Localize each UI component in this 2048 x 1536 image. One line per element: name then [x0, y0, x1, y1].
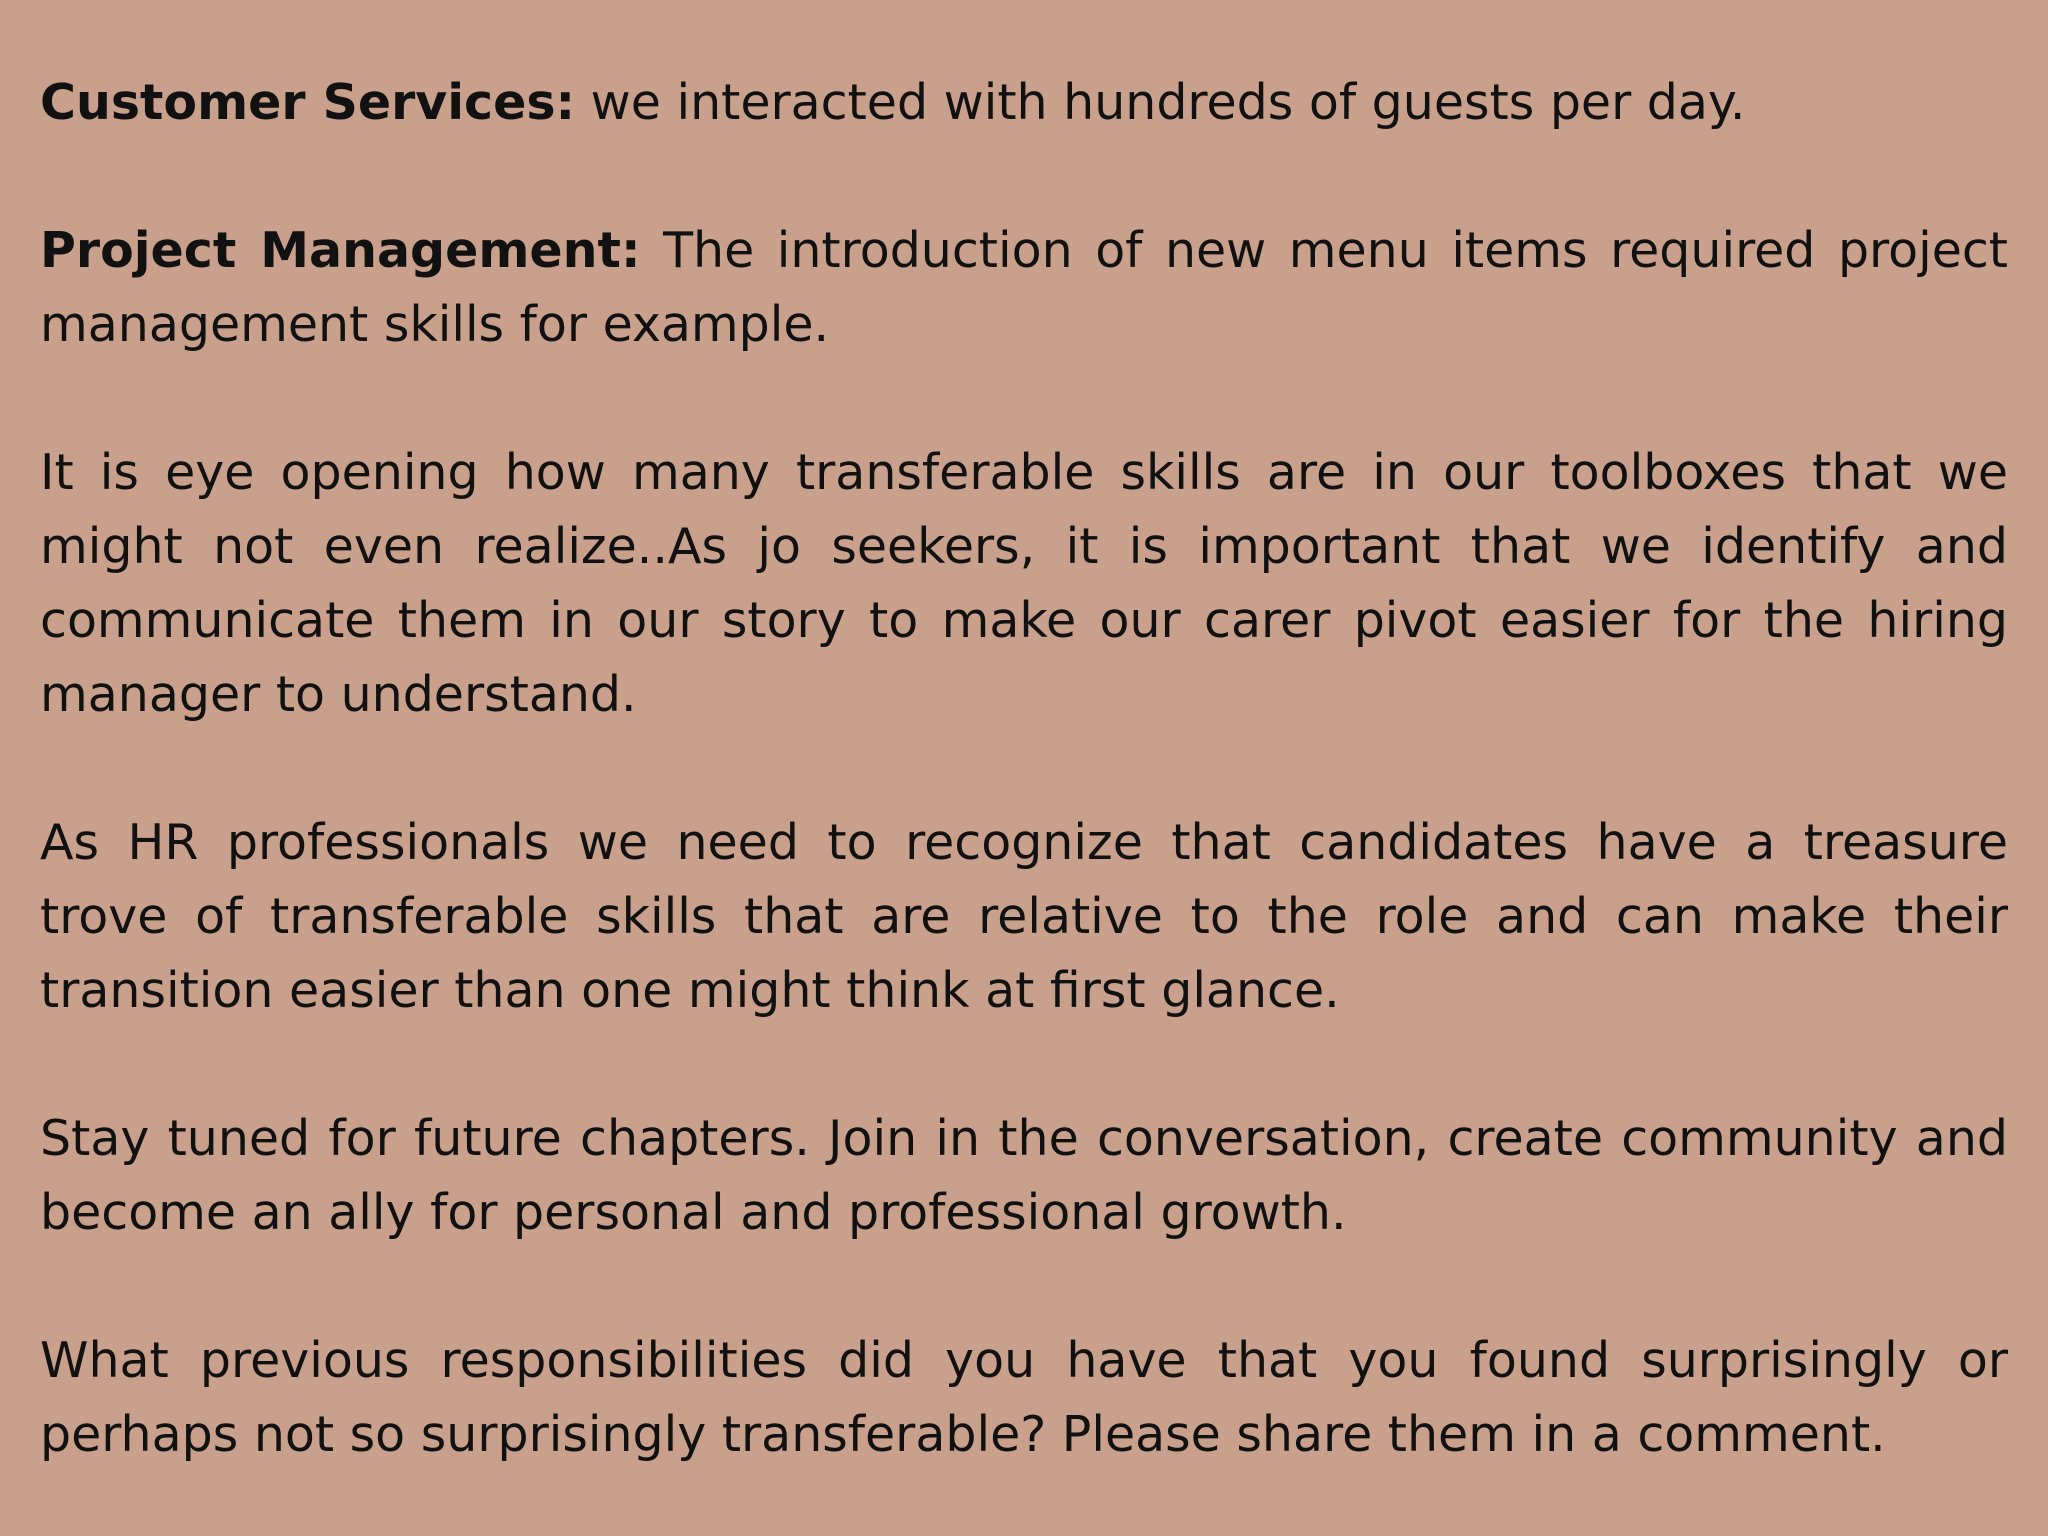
paragraph-transferable-skills: It is eye opening how many transferable skills are in our toolboxes that we might not even realize..As jo seekers, it is important that we identify and communicate them in our story to make our carer pivot easier for the hiring manager to understand.: [40, 444, 2008, 723]
customer-services-text: we interacted with hundreds of guests per day.: [590, 74, 1746, 131]
paragraph-stay-tuned: Stay tuned for future chapters. Join in the conversation, create community and become an ally for personal and professional growth.: [40, 1110, 2008, 1241]
paragraph-customer-services: [40, 66, 2008, 140]
paragraph-hr-professionals: As HR professionals we need to recognize that candidates have a treasure trove of transferable skills that are relative to the role and can make their transition easier than one might think at first glance.: [40, 814, 2008, 1019]
customer-services-label: Customer Services:: [40, 74, 576, 131]
paragraph-question: What previous responsibilities did you have that you found surprisingly or perhaps not so surprisingly transferable? Please share them in a comment.: [40, 1332, 2008, 1463]
project-management-label: Project Management:: [40, 222, 641, 279]
project-management-text: The introduction of new menu items required project management skills for example.: [40, 222, 2009, 353]
paragraph-project-management: [40, 214, 2008, 362]
